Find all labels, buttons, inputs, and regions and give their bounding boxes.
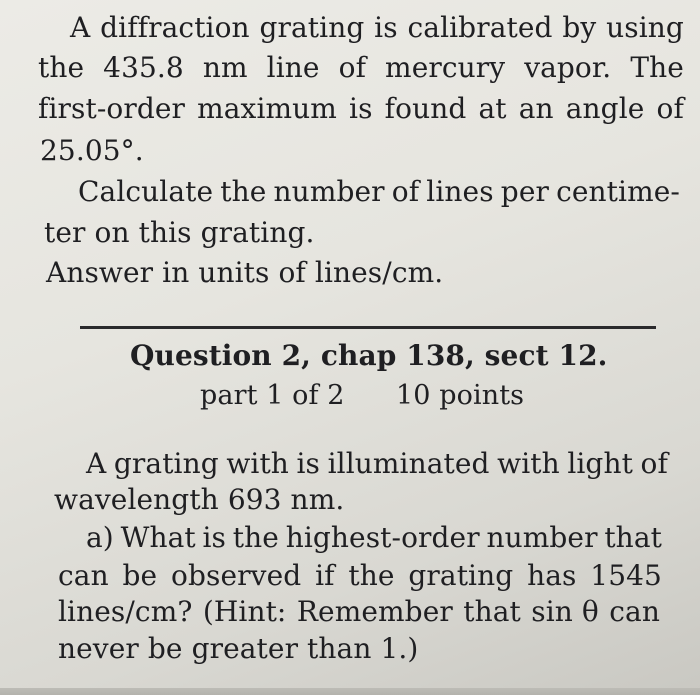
word: with — [497, 447, 560, 480]
question2-part-a-line-4: never be greater than 1.) — [58, 632, 419, 665]
word: of — [656, 92, 684, 125]
word: that — [604, 521, 662, 554]
word: per — [500, 175, 549, 208]
section-divider — [80, 326, 656, 329]
word: lines/cm? — [58, 595, 193, 628]
word: angle — [565, 92, 645, 125]
word: What — [120, 521, 196, 554]
word: lines — [426, 175, 494, 208]
word: with — [226, 447, 289, 480]
word: vapor. — [524, 51, 612, 84]
word: (Hint: — [202, 595, 287, 628]
problem1-line-2 — [38, 50, 684, 86]
word: that — [463, 595, 521, 628]
word: calibrated — [407, 11, 553, 44]
word: is — [202, 521, 227, 554]
word: found — [384, 92, 467, 125]
word: centime- — [556, 175, 680, 208]
word: 1545 — [590, 559, 662, 592]
word: first-order — [38, 92, 186, 125]
question2-part: part 1 of 2 — [200, 380, 345, 411]
word: of — [391, 175, 420, 208]
word: observed — [171, 559, 302, 592]
page-bottom-edge — [0, 688, 700, 695]
word: the — [232, 521, 279, 554]
word: of — [338, 51, 367, 84]
word: The — [630, 51, 684, 84]
problem1-answer-units: Answer in units of lines/cm. — [46, 256, 444, 289]
word: mercury — [385, 51, 506, 84]
word: an — [518, 92, 554, 125]
sin-theta: sin θ — [531, 595, 599, 628]
word: highest-order — [285, 521, 480, 554]
word: of — [640, 447, 668, 480]
problem1-line-3 — [38, 91, 684, 127]
word: a) — [86, 521, 114, 554]
word: the — [38, 51, 85, 84]
word: is — [374, 11, 398, 44]
question2-intro-line-2: wavelength 693 nm. — [54, 483, 345, 516]
word: can — [609, 595, 660, 628]
word: 435.8 — [103, 51, 184, 84]
word: grating — [113, 447, 219, 480]
question2-intro-line-1 — [86, 446, 668, 482]
word: is — [296, 447, 321, 480]
question2-part-a-line-2 — [58, 558, 662, 594]
word: A — [86, 447, 107, 480]
word: be — [122, 559, 158, 592]
question2-part-a-line-3 — [58, 594, 660, 630]
word: if — [315, 559, 335, 592]
word: at — [478, 92, 507, 125]
word: A — [70, 11, 91, 44]
problem1-instruction-line-1 — [78, 174, 680, 210]
word: maximum — [197, 92, 337, 125]
word: the — [220, 175, 267, 208]
word: is — [349, 92, 373, 125]
word: diffraction — [100, 11, 250, 44]
question2-heading: Question 2, chap 138, sect 12. — [130, 339, 608, 372]
word: grating — [259, 11, 365, 44]
word: illuminated — [327, 447, 490, 480]
word: Calculate — [78, 175, 214, 208]
word: using — [606, 11, 684, 44]
word: by — [562, 11, 597, 44]
word: line — [266, 51, 320, 84]
word: number — [486, 521, 598, 554]
word: the — [348, 559, 395, 592]
problem1-line-1 — [70, 10, 684, 46]
word: nm — [202, 51, 248, 84]
word: grating — [408, 559, 514, 592]
problem1-angle-value: 25.05°. — [40, 134, 144, 167]
problem1-instruction-line-2: ter on this grating. — [44, 216, 315, 249]
word: Remember — [296, 595, 453, 628]
word: has — [527, 559, 577, 592]
word: number — [273, 175, 385, 208]
question2-points: 10 points — [396, 380, 525, 411]
word: light — [567, 447, 633, 480]
word: can — [58, 559, 109, 592]
question2-part-a-line-1 — [86, 520, 662, 556]
